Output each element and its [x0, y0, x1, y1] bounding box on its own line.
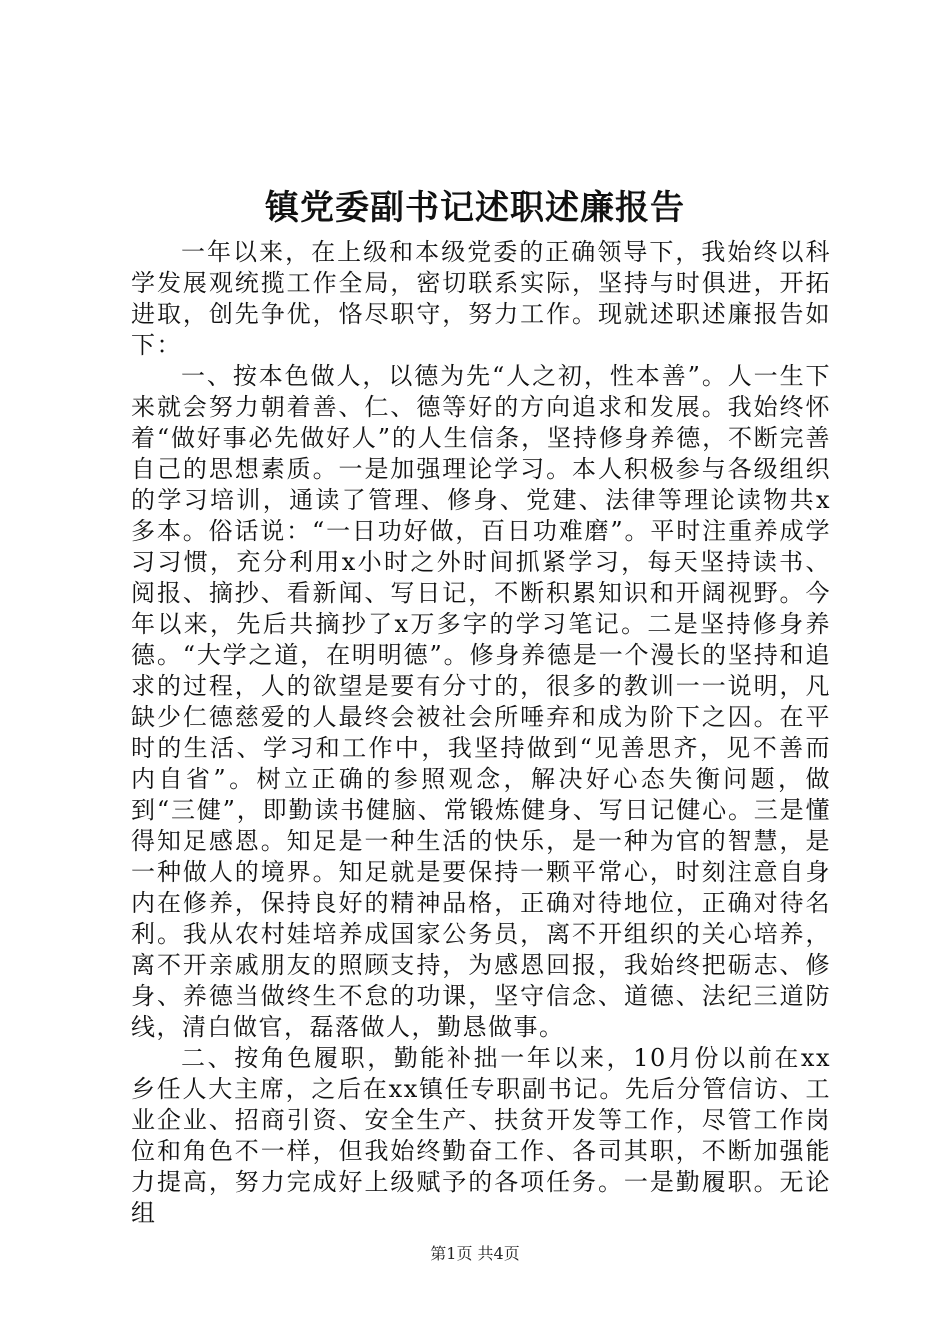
paragraph-section-two: 二、按角色履职，勤能补拙一年以来，10月份以前在xx乡任人大主席，之后在xx镇任专职副书记。先后分管信访、工业企业、招商引资、安全生产、扶贫开发等工作，尽管工作岗位和角色不一样，但我始终勤奋工作、各司其职，不断加强能力提高，努力完成好上级赋予的各项任务。一是勤履职。无论组 — [131, 1044, 831, 1227]
document-title: 镇党委副书记述职述廉报告 — [265, 188, 685, 228]
paragraph-section-one: 一、按本色做人，以德为先“人之初，性本善”。人一生下来就会努力朝着善、仁、德等好的方向追求和发展。我始终怀着“做好事必先做好人”的人生信条，坚持修身养德，不断完善自己的思想素质。一是加强理论学习。本人积极参与各级组织的学习培训，通读了管理、修身、党建、法律等理论读物共x多本。俗话说：“一日功好做，百日功难磨”。平时注重养成学习习惯，充分利用x小时之外时间抓紧学习，每天坚持读书、阅报、摘抄、看新闻、写日记，不断积累知识和开阔视野。今年以来，先后共摘抄了x万多字的学习笔记。二是坚持修身养德。“大学之道，在明明德”。修身养德是一个漫长的坚持和追求的过程，人的欲望是要有分寸的，很多的教训一一说明，凡缺少仁德慈爱的人最终会被社会所唾弃和成为阶下之囚。在平时的生活、学习和工作中，我坚持做到“见善思齐，见不善而内自省”。树立正确的参照观念，解决好心态失衡问题，做到“三健”，即勤读书健脑、常锻炼健身、写日记健心。三是懂得知足感恩。知足是一种生活的快乐，是一种为官的智慧，是一种做人的境界。知足就是要保持一颗平常心，时刻注意自身内在修养，保持良好的精神品格，正确对待地位，正确对待名利。我从农村娃培养成国家公务员，离不开组织的关心培养，离不开亲戚朋友的照顾支持，为感恩回报，我始终把砺志、修身、养德当做终生不怠的功课，坚守信念、道德、法纪三道防线，清白做官，磊落做人，勤恳做事。 — [131, 362, 831, 1041]
page-footer: 第1页 共4页 — [430, 1244, 520, 1263]
document-body — [131, 237, 831, 1229]
paragraph-intro: 一年以来，在上级和本级党委的正确领导下，我始终以科学发展观统揽工作全局，密切联系实际，坚持与时俱进，开拓进取，创先争优，恪尽职守，努力工作。现就述职述廉报告如下： — [131, 238, 831, 359]
